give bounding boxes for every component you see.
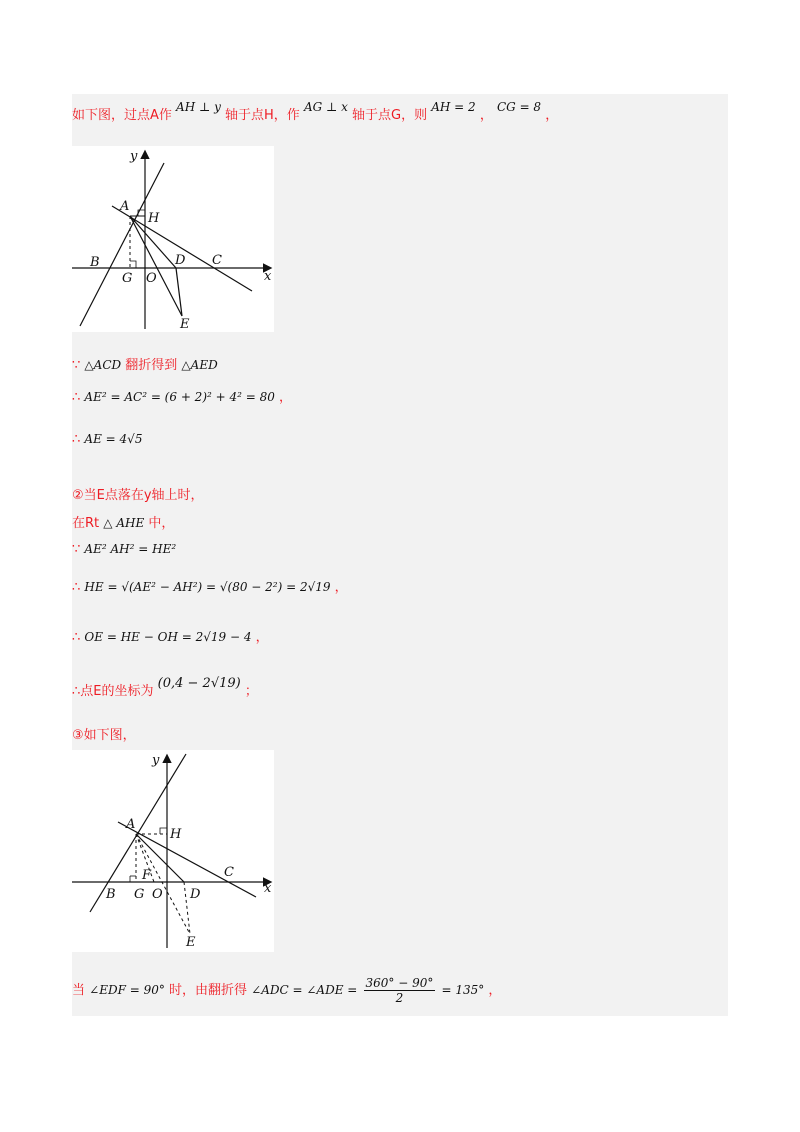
line-fold [72, 354, 218, 373]
intro-line [72, 100, 559, 123]
in-text: 中， [148, 516, 175, 531]
case-2-text: ②当E点落在y轴上时， [72, 488, 204, 503]
math-ae-squared: AE² = AC² = (6 + 2)² + 4² = 80 [84, 390, 275, 404]
label-g: G [134, 887, 145, 902]
therefore-symbol: ∴ [72, 580, 81, 595]
figure-1-svg [72, 146, 274, 332]
label-y: y [130, 149, 138, 164]
label-h: H [170, 827, 182, 842]
math-angle-result: = 135° [441, 983, 485, 997]
math-cg-value: CG = 8 [496, 100, 542, 114]
line-ae-squared [72, 386, 292, 405]
figure-2-svg [72, 750, 274, 952]
because-symbol: ∵ [72, 358, 81, 373]
line-rt-triangle [72, 512, 174, 531]
label-o: O [146, 271, 157, 286]
line-pythagoras [72, 542, 176, 557]
label-x: x [264, 269, 272, 284]
right-angle-h [160, 828, 167, 834]
label-h: H [148, 211, 160, 226]
line-ab [80, 163, 164, 326]
label-d: D [175, 253, 186, 268]
figure-2 [72, 750, 274, 952]
label-d: D [190, 887, 201, 902]
line-oe-value [72, 626, 269, 645]
line-ae-value [72, 432, 142, 447]
comma: ， [488, 983, 502, 998]
figure-1 [72, 146, 274, 332]
right-angle-g [130, 261, 136, 268]
comma: ， [545, 108, 559, 123]
comma: ， [255, 630, 269, 645]
label-c: C [224, 865, 234, 880]
label-a: A [120, 199, 130, 214]
label-o: O [152, 887, 163, 902]
math-triangle-aed: △AED [181, 358, 218, 372]
comma: ， [334, 580, 348, 595]
label-g: G [122, 271, 133, 286]
segment-de [176, 268, 182, 316]
math-oe-value: OE = HE − OH = 2√19 − 4 [84, 630, 252, 644]
math-angle-edf: ∠EDF = 90° [89, 983, 165, 997]
label-f: F [142, 868, 152, 883]
because-symbol: ∵ [72, 542, 81, 557]
label-y: y [152, 753, 160, 768]
therefore-symbol: ∴ [72, 630, 81, 645]
label-e: E [186, 935, 196, 950]
label-c: C [212, 253, 222, 268]
line-angle-fold [72, 976, 501, 1005]
math-ae-value: AE = 4√5 [84, 432, 143, 446]
math-he-value: HE = √(AE² − AH²) = √(80 − 2²) = 2√19 [84, 580, 331, 594]
case-3-text: ③如下图， [72, 728, 136, 743]
therefore-symbol: ∴ [72, 432, 81, 447]
math-e-coordinate: (0,4 − 2√19) [157, 676, 241, 691]
math-ah-perp-y: AH ⊥ y [176, 100, 221, 114]
comma: ， [479, 108, 493, 123]
segment-ae [136, 834, 190, 934]
therefore-symbol: ∴ [72, 390, 81, 405]
intro-text: 如下图，过点A作 [72, 108, 172, 123]
line-ac [118, 822, 256, 897]
math-pythagoras: AE² AH² = HE² [84, 542, 177, 556]
line-he-value [72, 576, 348, 595]
math-triangle-acd: △ACD [84, 358, 122, 372]
intro-text-2: 轴于点H，作 [225, 108, 300, 123]
label-b: B [106, 887, 116, 902]
math-ah-value: AH = 2 [431, 100, 476, 114]
label-x: x [264, 881, 272, 896]
label-e: E [180, 317, 190, 332]
line-e-coordinates [72, 676, 258, 699]
semicolon: ； [244, 684, 258, 699]
rt-text: 在Rt [72, 516, 100, 531]
math-ag-perp-x: AG ⊥ x [303, 100, 348, 114]
math-triangle-ahe: △ AHE [103, 516, 145, 530]
intro-text-3: 轴于点G，则 [352, 108, 428, 123]
angle-fraction [364, 976, 436, 1005]
e-coordinate-text: ∴点E的坐标为 [72, 684, 154, 699]
comma: ， [279, 390, 293, 405]
case-3-heading [72, 724, 136, 743]
fold-result-text: 时，由翻折得 [169, 983, 248, 998]
when-text: 当 [72, 983, 86, 998]
fold-text: 翻折得到 [125, 358, 178, 373]
label-b: B [90, 255, 100, 270]
math-angle-adc: ∠ADC = ∠ADE = [251, 983, 358, 997]
label-a: A [126, 817, 136, 832]
fraction-denominator: 2 [395, 991, 404, 1005]
case-2-heading [72, 484, 204, 503]
fraction-numerator: 360° − 90° [365, 976, 434, 990]
